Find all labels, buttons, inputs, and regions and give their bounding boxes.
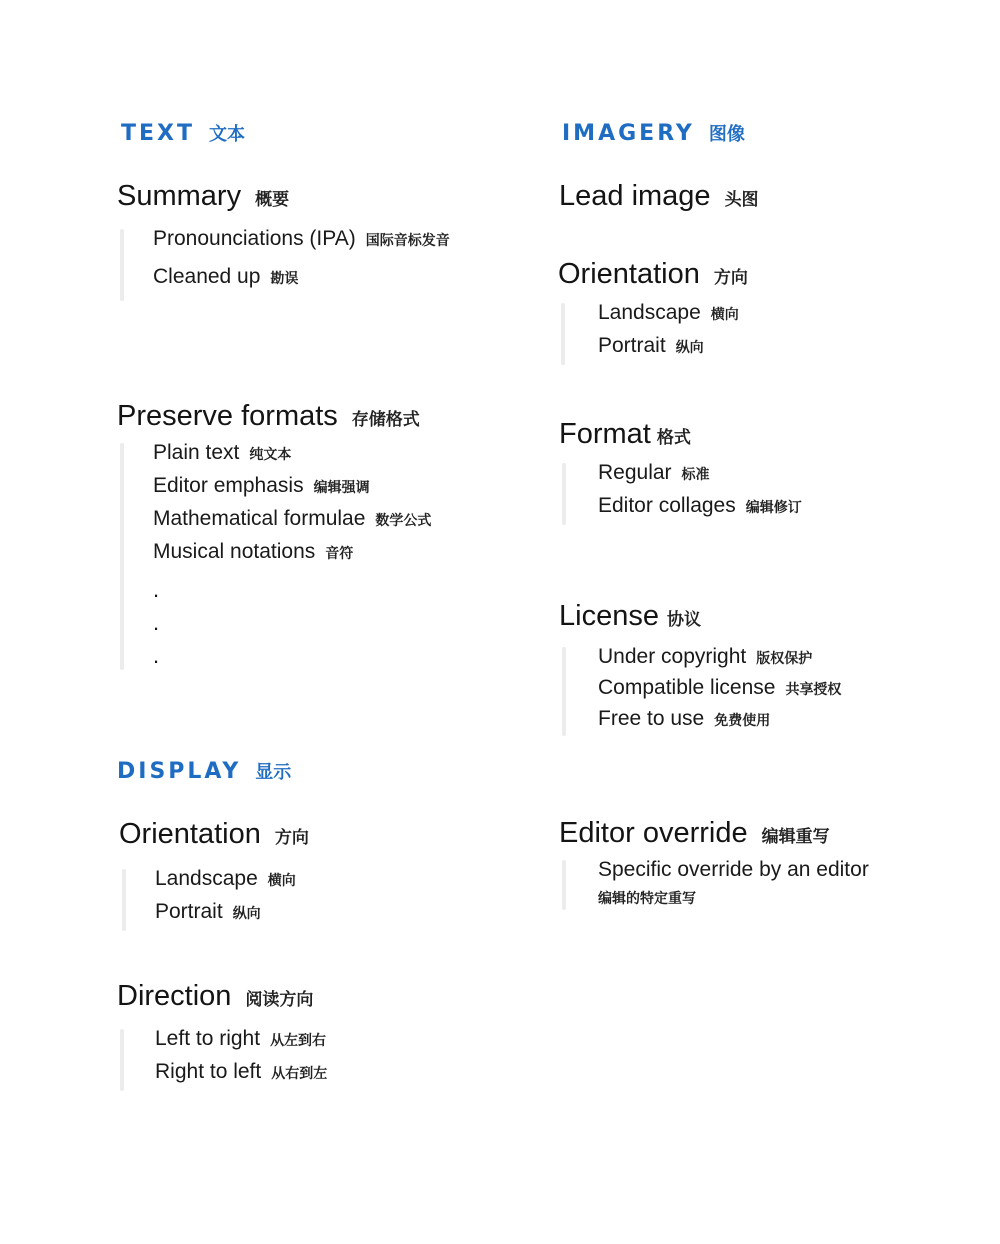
format-list bbox=[559, 461, 802, 527]
preserve-formats-heading bbox=[117, 400, 431, 433]
editor-override-title: Editor override bbox=[559, 817, 748, 849]
item-label: Mathematical formulae bbox=[153, 507, 366, 530]
imagery-orientation-title: Orientation bbox=[558, 258, 700, 290]
display-orientation-title-zh: 方向 bbox=[274, 828, 309, 847]
ellipsis-dot: . bbox=[153, 643, 160, 668]
format-title-zh: 格式 bbox=[656, 428, 691, 447]
editor-override-heading bbox=[559, 817, 869, 850]
item-label-zh: 共享授权 bbox=[785, 681, 842, 697]
display-orientation-heading bbox=[119, 818, 309, 851]
imagery-section-title: IMAGERY bbox=[562, 121, 695, 146]
item-label-zh: 从右到左 bbox=[271, 1065, 328, 1081]
format-group bbox=[559, 418, 802, 527]
item-label: Regular bbox=[598, 461, 672, 484]
license-title-zh: 协议 bbox=[666, 610, 701, 629]
item-label-zh: 标准 bbox=[681, 466, 710, 482]
preserve-formats-title-zh: 存储格式 bbox=[351, 410, 420, 429]
imagery-section-heading bbox=[562, 120, 745, 146]
item-label-zh: 横向 bbox=[267, 872, 296, 888]
list-item bbox=[598, 645, 841, 676]
item-label-zh: 数学公式 bbox=[375, 512, 432, 528]
ellipsis-dot: . bbox=[153, 610, 160, 635]
item-label: Left to right bbox=[155, 1027, 261, 1050]
preserve-formats-title: Preserve formats bbox=[117, 400, 338, 432]
item-label: Pronounciations (IPA) bbox=[153, 227, 356, 250]
text-section-title: TEXT bbox=[121, 121, 196, 146]
item-label-zh: 从左到右 bbox=[270, 1032, 327, 1048]
list-item bbox=[153, 227, 450, 265]
list-item bbox=[155, 1060, 327, 1093]
item-label-zh: 编辑强调 bbox=[313, 479, 370, 495]
lead-image-title-zh: 头图 bbox=[724, 190, 759, 209]
list-item bbox=[153, 265, 450, 303]
lead-image-heading bbox=[559, 180, 759, 213]
item-label: Landscape bbox=[155, 867, 258, 890]
item-label: Portrait bbox=[598, 334, 666, 357]
item-label-zh: 版权保护 bbox=[756, 650, 813, 666]
item-label-zh: 纵向 bbox=[675, 339, 704, 355]
item-label-zh: 纵向 bbox=[232, 905, 261, 921]
direction-list bbox=[117, 1027, 327, 1093]
list-item bbox=[153, 441, 431, 474]
ellipsis-dot: . bbox=[153, 577, 160, 602]
item-label-zh: 免费使用 bbox=[714, 712, 771, 728]
list-item bbox=[598, 334, 748, 367]
text-section-title-zh: 文本 bbox=[209, 124, 246, 144]
list-item bbox=[153, 507, 431, 540]
license-heading bbox=[559, 600, 841, 633]
list-item bbox=[598, 676, 841, 707]
imagery-orientation-title-zh: 方向 bbox=[713, 268, 748, 287]
direction-heading bbox=[117, 980, 327, 1013]
preserve-formats-group bbox=[117, 400, 431, 672]
item-label: Compatible license bbox=[598, 676, 776, 699]
list-item bbox=[153, 474, 431, 507]
direction-group bbox=[117, 980, 327, 1093]
list-item bbox=[598, 888, 869, 912]
item-label: Plain text bbox=[153, 441, 240, 464]
item-label: Under copyright bbox=[598, 645, 747, 668]
item-label-zh: 编辑修订 bbox=[745, 499, 802, 515]
list-item bbox=[155, 900, 309, 933]
lead-image-title: Lead image bbox=[559, 180, 711, 212]
item-label-zh: 音符 bbox=[325, 545, 354, 561]
imagery-section-title-zh: 图像 bbox=[708, 124, 745, 144]
list-item bbox=[155, 1027, 327, 1060]
editor-override-group bbox=[559, 817, 869, 912]
display-orientation-group bbox=[119, 818, 309, 933]
summary-title-zh: 概要 bbox=[255, 190, 290, 209]
item-label: Right to left bbox=[155, 1060, 262, 1083]
imagery-orientation-list bbox=[558, 301, 748, 367]
item-label-zh: 纯文本 bbox=[249, 446, 292, 462]
item-label: Editor collages bbox=[598, 494, 736, 517]
imagery-orientation-heading bbox=[558, 258, 748, 291]
format-heading bbox=[559, 418, 802, 451]
item-label: Free to use bbox=[598, 707, 705, 730]
item-label-zh: 国际音标发音 bbox=[365, 232, 450, 248]
item-label: Musical notations bbox=[153, 540, 316, 563]
item-label: Cleaned up bbox=[153, 265, 261, 288]
license-group bbox=[559, 600, 841, 738]
text-section-heading bbox=[121, 120, 245, 146]
item-label-zh: 横向 bbox=[710, 306, 739, 322]
display-orientation-list bbox=[119, 867, 309, 933]
list-item bbox=[155, 867, 309, 900]
list-item bbox=[598, 707, 841, 738]
summary-list bbox=[117, 227, 450, 303]
display-section-title: DISPLAY bbox=[117, 759, 242, 784]
direction-title-zh: 阅读方向 bbox=[245, 990, 314, 1009]
item-label-zh: 编辑的特定重写 bbox=[598, 890, 696, 906]
list-item bbox=[598, 301, 748, 334]
item-label: Specific override by an editor bbox=[598, 858, 869, 881]
list-item bbox=[598, 494, 802, 527]
list-item bbox=[598, 461, 802, 494]
license-list bbox=[559, 645, 841, 738]
imagery-orientation-group bbox=[558, 258, 748, 367]
summary-heading bbox=[117, 180, 450, 213]
editor-override-list bbox=[559, 858, 869, 912]
preserve-formats-list bbox=[117, 441, 431, 672]
summary-title: Summary bbox=[117, 180, 242, 212]
list-item bbox=[598, 858, 869, 888]
summary-group bbox=[117, 180, 450, 303]
item-label: Editor emphasis bbox=[153, 474, 304, 497]
display-section-heading bbox=[117, 758, 291, 784]
lead-image-group bbox=[559, 180, 759, 213]
license-title: License bbox=[559, 600, 659, 632]
list-item bbox=[153, 540, 431, 573]
display-section-title-zh: 显示 bbox=[255, 762, 292, 782]
editor-override-title-zh: 编辑重写 bbox=[761, 827, 830, 846]
item-label-zh: 勘误 bbox=[270, 270, 299, 286]
format-title: Format bbox=[559, 418, 651, 450]
item-label: Portrait bbox=[155, 900, 223, 923]
direction-title: Direction bbox=[117, 980, 232, 1012]
display-orientation-title: Orientation bbox=[119, 818, 261, 850]
item-label: Landscape bbox=[598, 301, 701, 324]
